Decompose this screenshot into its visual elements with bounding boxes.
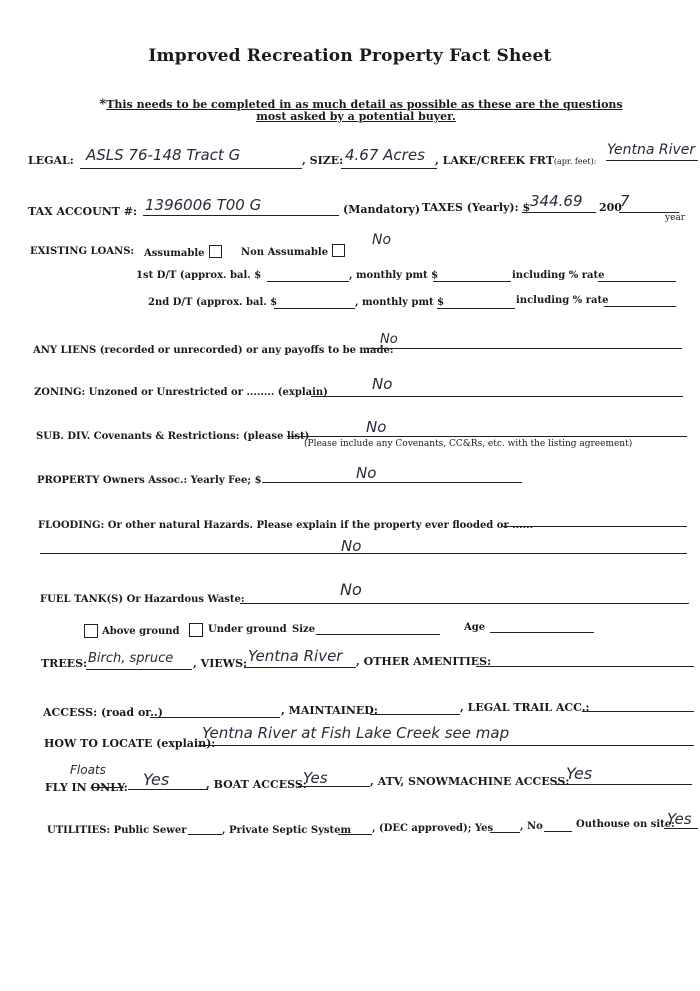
tank-age-line[interactable] — [490, 632, 594, 633]
owners-assoc-line — [262, 482, 522, 483]
subdiv-label: SUB. DIV. Covenants & Restrictions: (please list) — [36, 431, 310, 442]
fuel-tank-line — [240, 603, 689, 604]
assumable-option — [144, 245, 222, 259]
views-label: , VIEWS: — [193, 657, 248, 670]
lake-field[interactable]: Yentna River — [607, 142, 696, 158]
outhouse-field[interactable]: Yes — [667, 810, 692, 828]
legal-trail-label: , LEGAL TRAIL ACC.: — [460, 701, 590, 714]
tank-age-label: Age — [464, 622, 486, 633]
access-line[interactable] — [150, 717, 280, 718]
flooding-label: FLOODING: Or other natural Hazards. Please explain if the property ever flooded or ...... — [38, 520, 534, 531]
second-dt-monthly-line[interactable] — [437, 308, 515, 309]
legal-label: LEGAL: — [28, 154, 74, 167]
instruction-line-2: most asked by a potential buyer. — [256, 110, 456, 123]
assumable-label: Assumable — [144, 248, 205, 259]
taxes-field[interactable]: 344.69 — [530, 192, 583, 210]
tax-account-field[interactable]: 1396006 T00 G — [145, 196, 262, 214]
non-assumable-option — [241, 244, 345, 258]
other-amenities-line[interactable] — [476, 666, 694, 667]
tax-account-label: TAX ACCOUNT #: — [28, 205, 138, 218]
fuel-tank-field[interactable]: No — [340, 580, 362, 599]
access-label: ACCESS: (road or..) — [43, 706, 163, 719]
flooding-line-2 — [40, 553, 687, 554]
dec-yes-label: , (DEC approved); Yes — [372, 823, 494, 834]
non-assumable-checkbox[interactable] — [332, 244, 345, 257]
how-to-locate-field[interactable]: Yentna River at Fish Lake Creek see map — [202, 724, 510, 742]
boat-access-field[interactable]: Yes — [303, 769, 328, 787]
first-dt-rate-line[interactable] — [598, 281, 676, 282]
year-caption: year — [665, 213, 686, 223]
how-to-locate-label: HOW TO LOCATE (explain): — [44, 737, 216, 750]
dec-no-label: , No — [520, 821, 543, 832]
other-amenities-label: , OTHER AMENITIES: — [356, 655, 492, 668]
page-title: Improved Recreation Property Fact Sheet — [148, 46, 552, 66]
subdiv-field[interactable]: No — [366, 418, 387, 436]
atv-access-field[interactable]: Yes — [566, 764, 593, 783]
dec-no-line[interactable] — [544, 831, 572, 832]
floats-insert: Floats — [70, 763, 106, 777]
second-dt-rate-line[interactable] — [604, 306, 676, 307]
boat-access-label: , BOAT ACCESS: — [206, 778, 307, 791]
atv-access-label: , ATV, SNOWMACHINE ACCESS: — [370, 775, 570, 788]
under-ground-checkbox[interactable] — [189, 623, 203, 637]
second-dt-monthly-label: , monthly pmt $ — [355, 297, 445, 308]
lake-line — [606, 160, 698, 161]
size-field[interactable]: 4.67 Acres — [345, 146, 425, 164]
utilities-label: UTILITIES: Public Sewer — [47, 825, 187, 836]
lake-label-text: , LAKE/CREEK FRT — [435, 154, 554, 167]
views-field[interactable]: Yentna River — [248, 647, 343, 665]
legal-trail-line[interactable] — [582, 711, 694, 712]
first-dt-monthly-label: , monthly pmt $ — [349, 270, 439, 281]
year-field[interactable]: 7 — [620, 192, 630, 210]
second-dt-rate-label: including % rate — [516, 295, 609, 306]
fly-in-field[interactable]: Yes — [143, 770, 170, 789]
legal-line — [80, 168, 302, 169]
first-dt-balance-line[interactable] — [267, 281, 349, 282]
flooding-field[interactable]: No — [341, 537, 362, 555]
assumable-checkbox[interactable] — [209, 245, 222, 258]
existing-loans-label: EXISTING LOANS: — [30, 246, 135, 257]
fly-in-label-start: FLY IN — [45, 781, 91, 794]
loans-answer[interactable]: No — [372, 232, 392, 248]
tank-size-label: Size — [292, 624, 316, 635]
instruction-line-1: This needs to be completed in as much detail as possible as these are the questions — [106, 98, 623, 111]
fly-in-label-struck: ONLY — [90, 781, 124, 794]
liens-field[interactable]: No — [380, 332, 398, 347]
septic-label: , Private Septic System — [222, 825, 352, 836]
liens-line — [366, 348, 682, 349]
trees-line — [86, 669, 192, 670]
maintained-line[interactable] — [370, 714, 460, 715]
subdiv-line — [287, 436, 687, 437]
septic-line[interactable] — [338, 834, 372, 835]
non-assumable-label: Non Assumable — [241, 247, 329, 258]
tank-size-line[interactable] — [316, 634, 440, 635]
lake-label-sub: (apr. feet): — [553, 157, 597, 166]
legal-field[interactable]: ASLS 76-148 Tract G — [86, 146, 241, 164]
above-ground-checkbox[interactable] — [84, 624, 98, 638]
liens-label: ANY LIENS (recorded or unrecorded) or any payoffs to be made: — [33, 345, 394, 356]
fly-in-label — [45, 781, 128, 794]
first-dt-rate-label: including % rate — [512, 270, 605, 281]
trees-field[interactable]: Birch, spruce — [88, 651, 174, 666]
fly-in-label-end: : — [123, 781, 128, 794]
outhouse-line — [664, 828, 698, 829]
outhouse-label: Outhouse on site: — [576, 819, 675, 830]
lake-label — [435, 154, 596, 167]
under-ground-label: Under ground — [208, 624, 287, 635]
zoning-field[interactable]: No — [372, 375, 393, 393]
year-prefix: 200 — [599, 201, 622, 214]
how-to-locate-line — [198, 745, 694, 746]
fuel-tank-label: FUEL TANK(S) Or Hazardous Waste: — [40, 594, 245, 605]
zoning-label: ZONING: Unzoned or Unrestricted or ........ (explain) — [34, 387, 328, 398]
taxes-line — [522, 212, 596, 213]
views-line — [244, 667, 356, 668]
trees-label: TREES: — [41, 657, 88, 670]
tax-account-line — [143, 215, 339, 216]
first-dt-label: 1st D/T (approx. bal. $ — [136, 270, 262, 281]
zoning-line — [311, 396, 683, 397]
size-line — [341, 168, 437, 169]
atv-access-line — [556, 784, 692, 785]
second-dt-label: 2nd D/T (approx. bal. $ — [148, 297, 278, 308]
dec-yes-line[interactable] — [490, 832, 520, 833]
above-ground-label: Above ground — [102, 626, 180, 637]
owners-assoc-label: PROPERTY Owners Assoc.: Yearly Fee; $ — [37, 475, 262, 486]
asterisk: * — [99, 97, 107, 112]
taxes-label: TAXES (Yearly): $ — [422, 201, 531, 214]
public-sewer-line[interactable] — [188, 834, 222, 835]
fly-in-line — [128, 789, 208, 790]
first-dt-monthly-line[interactable] — [433, 281, 511, 282]
maintained-label: , MAINTAINED: — [281, 704, 378, 717]
flooding-line-1 — [503, 526, 687, 527]
mandatory-label: (Mandatory) — [343, 203, 421, 216]
size-label: , SIZE: — [302, 154, 344, 167]
owners-assoc-field[interactable]: No — [356, 464, 377, 482]
subdiv-note: (Please include any Covenants, CC&Rs, etc. with the listing agreement) — [304, 439, 633, 449]
second-dt-balance-line[interactable] — [274, 308, 355, 309]
